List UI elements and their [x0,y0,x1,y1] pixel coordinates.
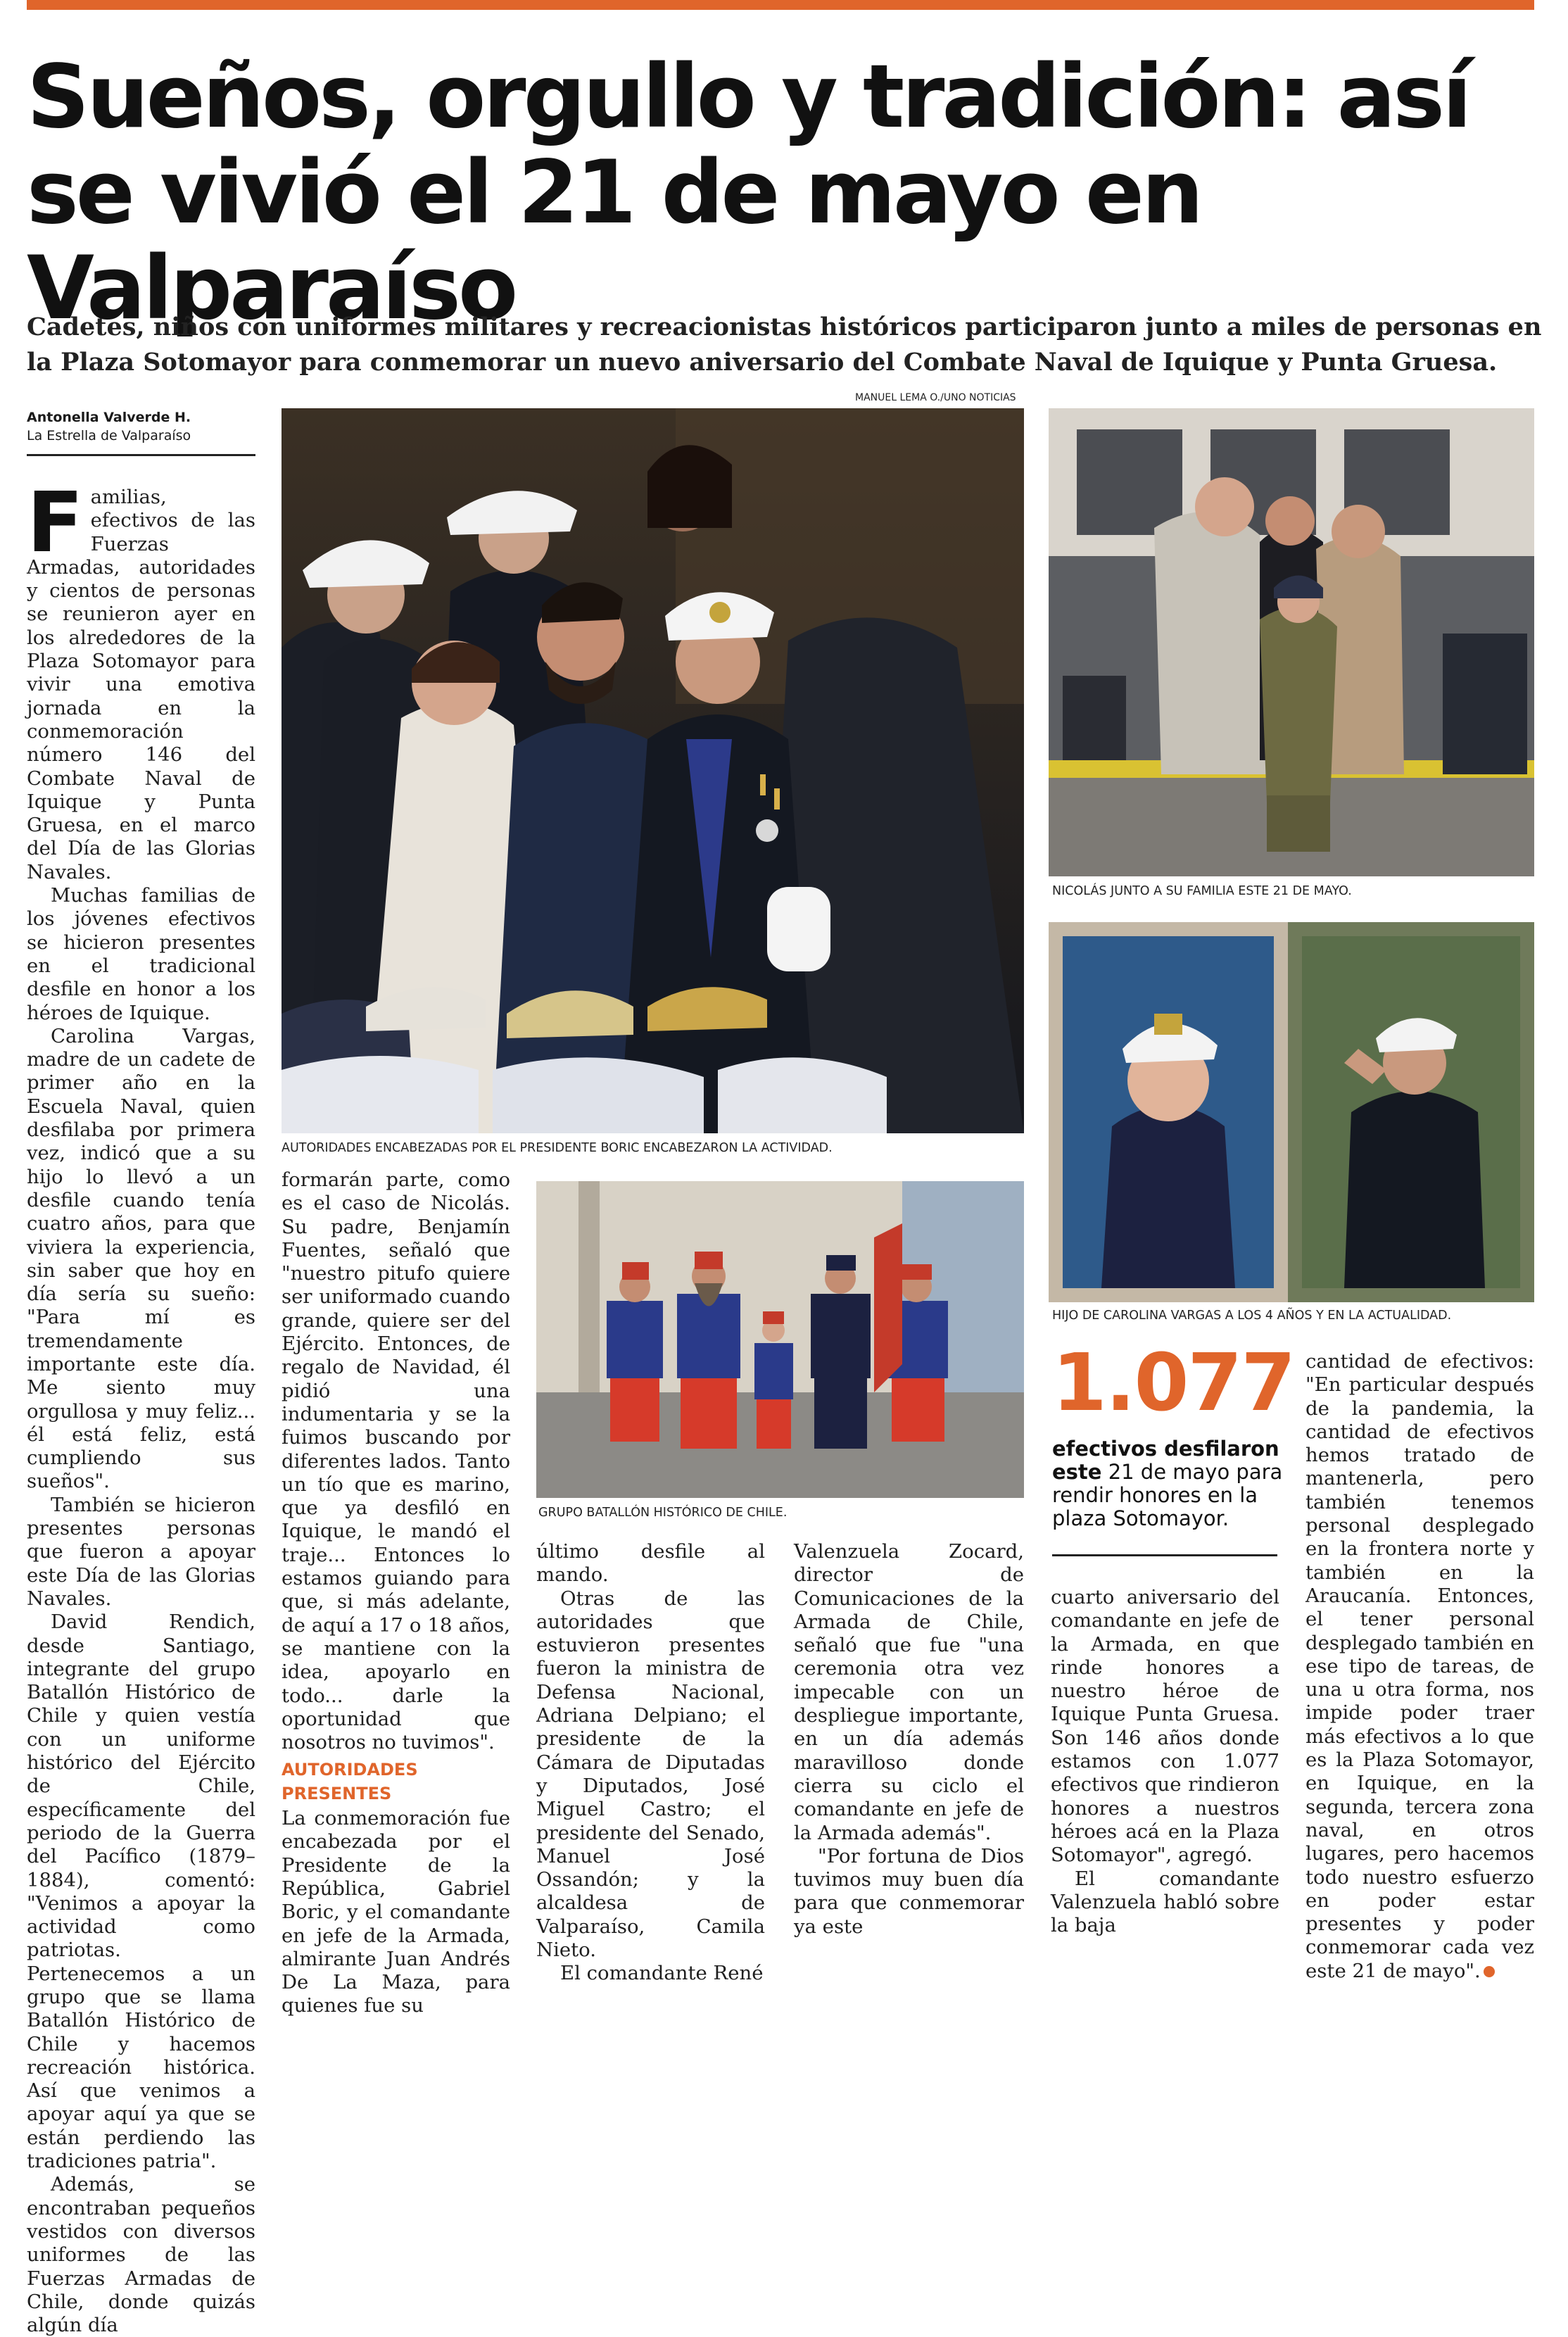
paragraph: cantidad de efectivos: "En particular después de la pandemia, la cantidad de efectivos hemos tratado de mantenerla, pero también tenemos personal desplegado en la frontera norte y también en la Araucanía. Entonces, el tener personal desplegado también en ese tipo de tareas, de una u otra forma, nos impide poder traer más efectivos a lo que es la Plaza Sotomayor, en Iquique, en la segunda, tercera zona naval, en otros lugares, pero hacemos todo nuestro esfuerzo en poder estar presentes y poder conmemorar cada vez este 21 de mayo". [1305,1350,1534,1982]
paragraph: Además, se encontraban pequeños vestidos con diversos uniformes de las Fuerzas Armadas de Chile, donde quizás algún día [27,2173,255,2337]
paragraph: cuarto aniversario del comandante en jefe de la Armada, en que rinde honores a nuestro héroe de Iquique Punta Gruesa. Son 146 años donde estamos con 1.077 efectivos que rindieron honores a nuestros héroes acá en la Plaza Sotomayor", agregó. [1051,1586,1279,1867]
paragraph: Muchas familias de los jóvenes efectivos se hicieron presentes en el tradicional desfile en honor a los héroes de Iquique. [27,884,255,1024]
byline-author: Antonella Valverde H. [27,410,191,425]
article-column-4 [794,1540,1024,1939]
photo-caption: GRUPO BATALLÓN HISTÓRICO DE CHILE. [538,1506,788,1520]
article-column-5 [1051,1586,1279,1937]
paragraph: Otras de las autoridades que estuvieron presentes fueron la ministra de Defensa Nacional, Adriana Delpiano; el presidente de la Cámara de Diputadas y Diputados, José Miguel Castro; el presidente del Senado, Manuel José Ossandón; y la alcaldesa de Valparaíso, Camila Nieto. [536,1587,765,1962]
section-subhead: AUTORIDADES PRESENTES [282,1760,418,1803]
photo-caption: AUTORIDADES ENCABEZADAS POR EL PRESIDENTE BORIC ENCABEZARON LA ACTIVIDAD. [282,1141,833,1155]
paragraph: David Rendich, desde Santiago, integrante del grupo Batallón Histórico de Chile y quien vestía con un uniforme histórico del Ejército de Chile, específicamente del periodo de la Guerra del Pacífico (1879–1884), comentó: "Venimos a apoyar la actividad como patriotas. Pertenecemos a un grupo que se llama Batallón Histórico de Chile y hacemos recreación histórica. Así que venimos a apoyar aquí ya que se están perdiendo las tradiciones patria". [27,1611,255,2173]
stat-number: 1.077 [1052,1337,1295,1429]
paragraph: Carolina Vargas, madre de un cadete de primer año en la Escuela Naval, quien desfilaba por primera vez, indicó que a su hijo lo llevó a un desfile cuando tenía cuatro años, para que viviera la experiencia, sin saber que hoy en día sería su sueño: "Para mí es tremendamente importante este día. Me siento muy orgullosa y muy feliz... él está feliz, está cumpliendo sus sueños". [27,1024,255,1493]
stat-rest: 21 de mayo para rendir honores en la plaza Sotomayor. [1052,1460,1283,1530]
paragraph: formarán parte, como es el caso de Nicolás. Su padre, Benjamín Fuentes, señaló que "nuestro pitufo quiere ser uniformado cuando grande, quiere ser del Ejército. Entonces, de regalo de Navidad, él pidió una indumentaria y se la fuimos buscando por diferentes lados. Tanto un tío que es marino, que ya desfiló en Iquique, le mandó el traje... Entonces lo estamos guiando para que, si más adelante, de aquí a 17 o 18 años, se mantiene con la idea, apoyarlo en todo... darle la oportunidad que nosotros no tuvimos". [282,1168,510,1754]
paragraph: También se hicieron presentes personas que fueron a apoyar este Día de las Glorias Navales. [27,1493,255,1610]
paragraph: "Por fortuna de Dios tuvimos muy buen día para que conmemorar ya este [794,1844,1024,1938]
paragraph: último desfile al mando. [536,1540,765,1587]
stat-rule [1052,1554,1277,1556]
main-photo-authorities [282,408,1024,1133]
photo-caption: HIJO DE CAROLINA VARGAS A LOS 4 AÑOS Y EN LA ACTUALIDAD. [1052,1309,1452,1323]
photo-family [1049,408,1534,876]
byline-outlet: La Estrella de Valparaíso [27,428,191,443]
byline-rule [27,454,255,456]
top-accent-bar [27,0,1534,10]
article-column-1 [27,474,255,2337]
photo-historic-battalion [536,1181,1024,1498]
paragraph: amilias, efectivos de las Fuerzas Armadas, autoridades y cientos de personas se reunieron ayer en los alrededores de la Plaza Sotomayor para vivir una emotiva jornada en la conmemoración número 146 del Combate Naval de Iquique y Punta Gruesa, en el marco del Día de las Glorias Navales. [27,486,255,883]
article-column-3 [536,1540,765,1986]
stat-text [1052,1437,1288,1530]
photo-credit: MANUEL LEMA O./UNO NOTICIAS [855,392,1016,403]
article-column-6 [1305,1350,1534,1983]
paragraph: El comandante René [560,1962,764,1985]
paragraph: Valenzuela Zocard, director de Comunicaciones de la Armada de Chile, señaló que fue "una ceremonia otra vez impecable con un despliegue importante, en un día además maravilloso donde cierra su ciclo el comandante en jefe de la Armada además". [794,1540,1024,1844]
article-column-2 [282,1168,510,2018]
photo-caption: NICOLÁS JUNTO A SU FAMILIA ESTE 21 DE MAYO. [1052,884,1352,898]
headline: Sueños, orgullo y tradición: así se vivió el 21 de mayo en Valparaíso [27,46,1469,339]
paragraph: El comandante Valenzuela habló sobre la baja [1051,1867,1279,1937]
byline [27,408,259,445]
deck: Cadetes, niños con uniformes militares y recreacionistas históricos participaron junto a miles de personas en la Plaza Sotomayor para conmemorar un nuevo aniversario del Combate Naval de Iquique y Punta Gruesa. [27,313,1542,377]
drop-cap: F [27,474,84,571]
end-mark-icon [1484,1966,1495,1977]
paragraph: La conmemoración fue encabezada por el Presidente de la República, Gabriel Boric, y el comandante en jefe de la Armada, almirante Juan Andrés De La Maza, para quienes fue su [282,1807,510,2017]
stat-lead: efectivos desfilaron este [1052,1437,1279,1484]
photo-son-then-and-now [1049,922,1534,1302]
